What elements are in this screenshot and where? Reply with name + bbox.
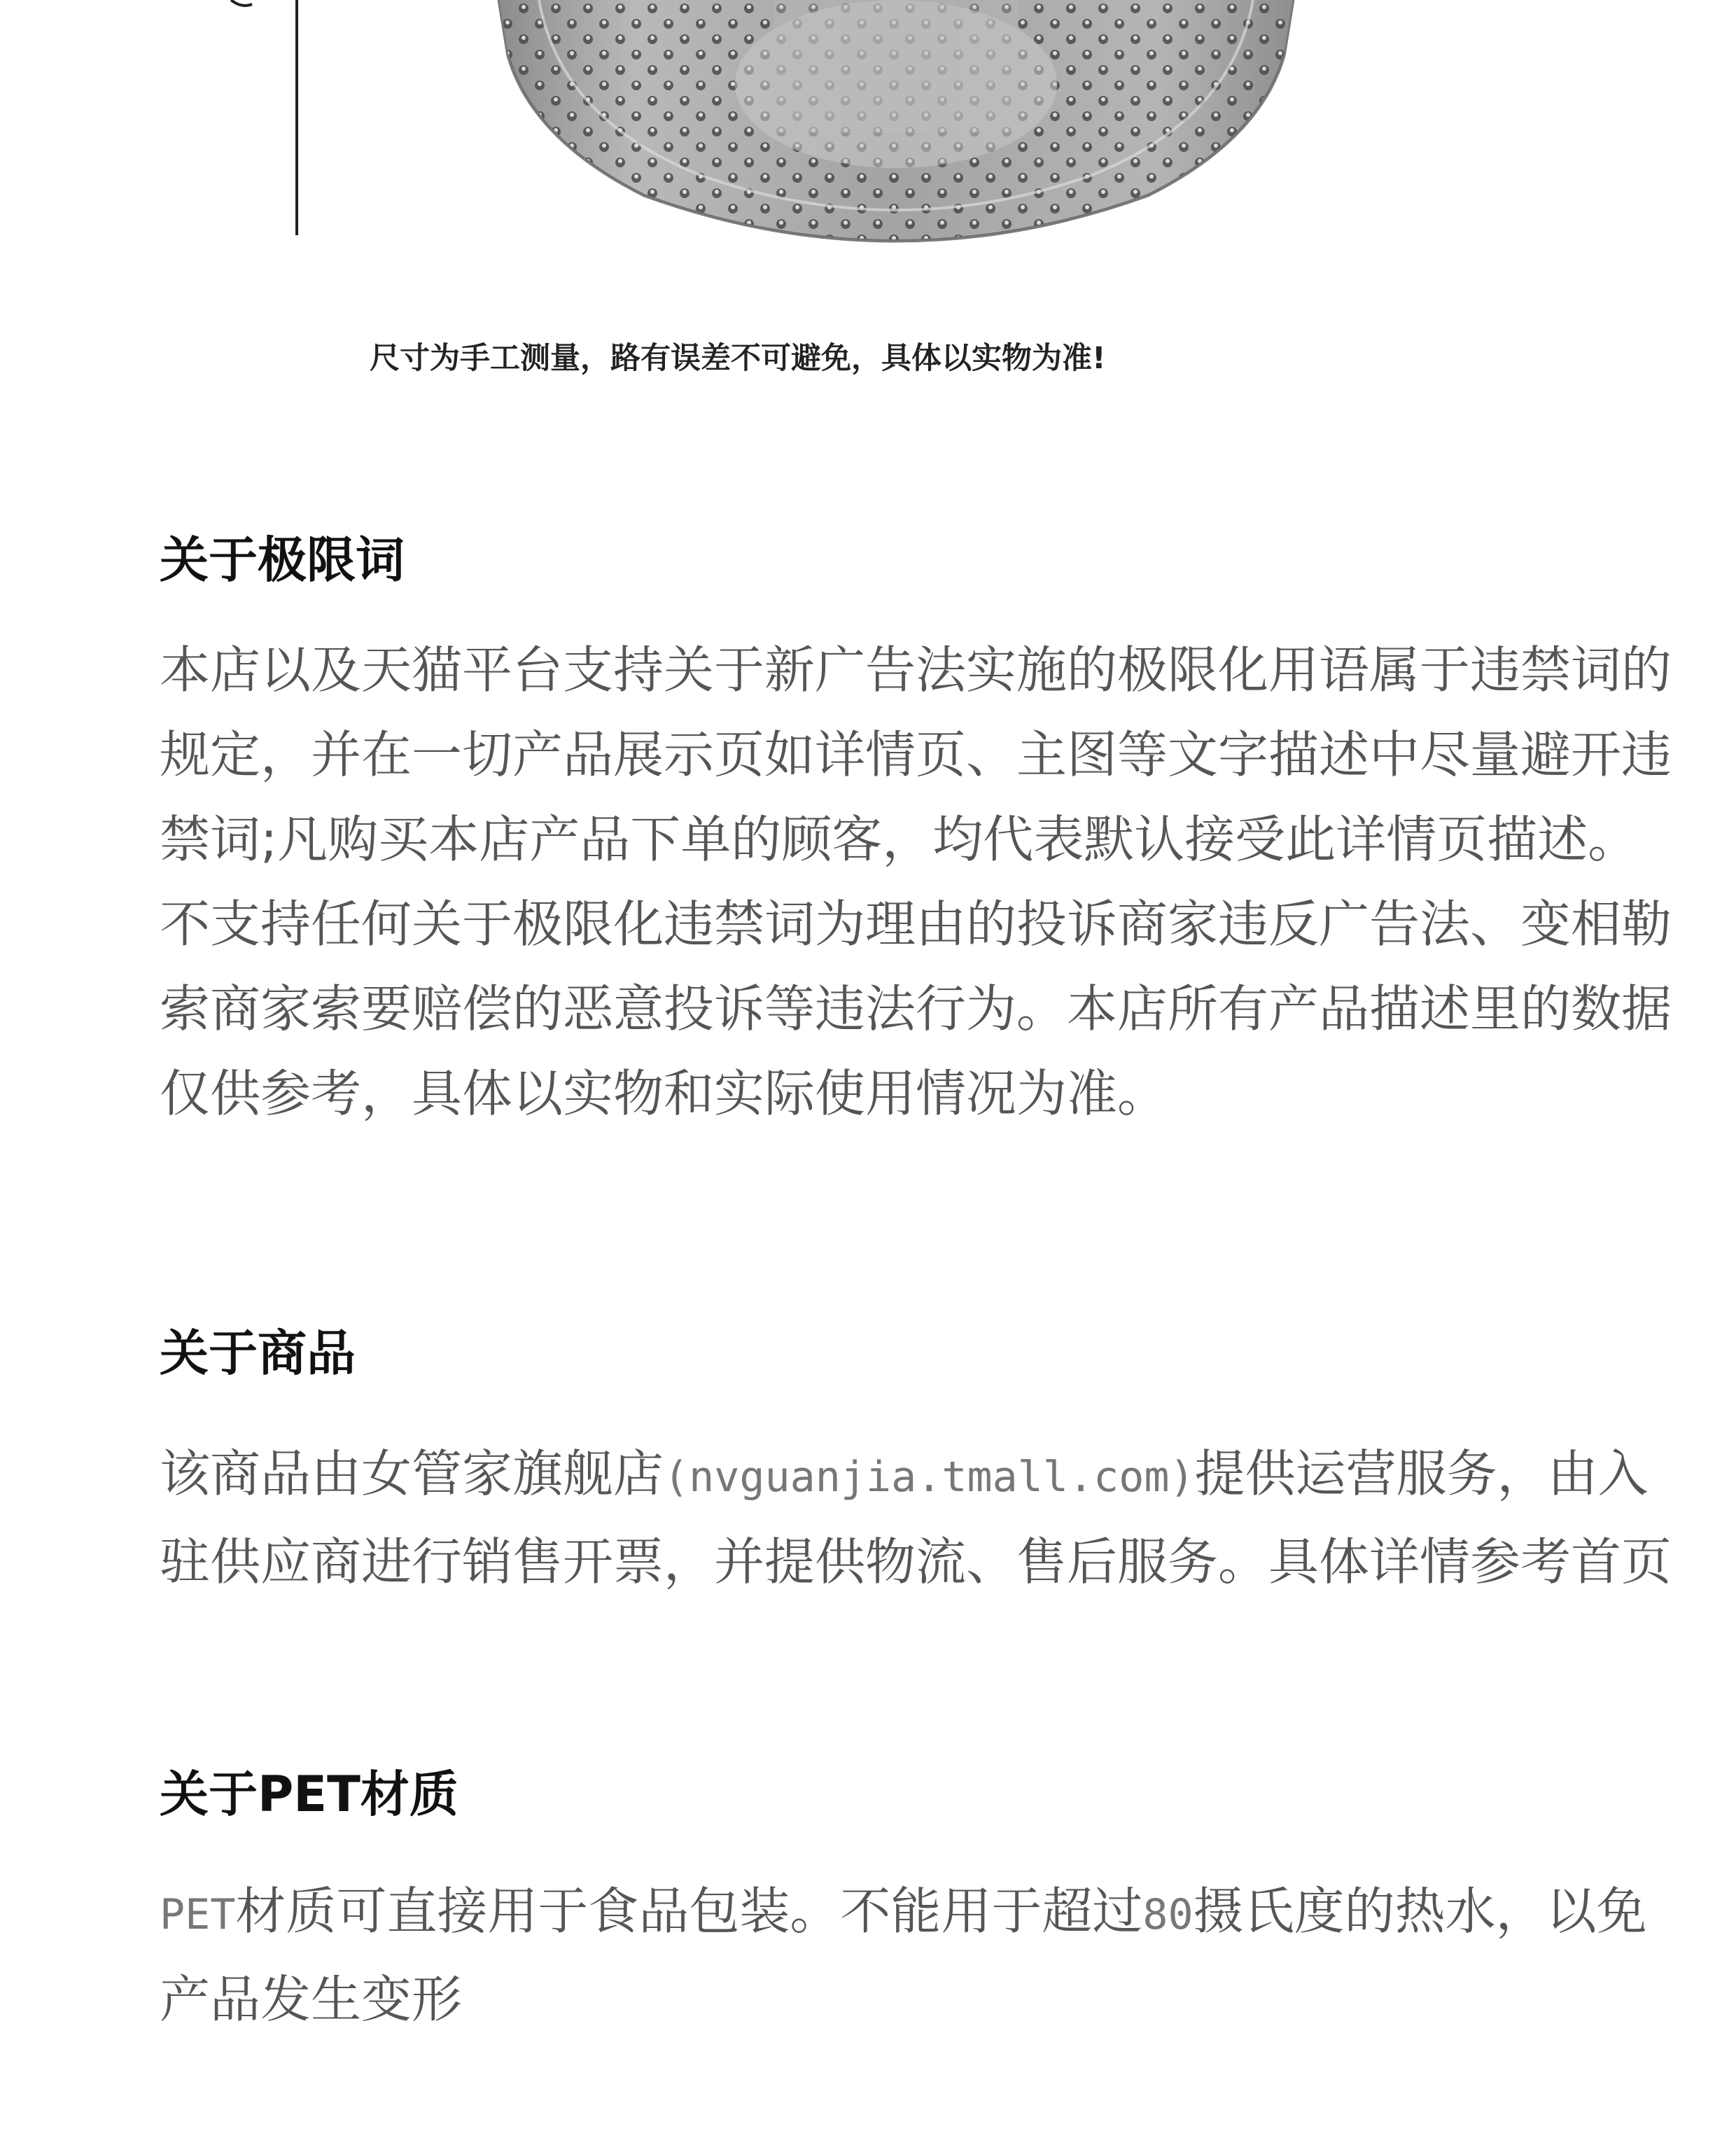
body-text: 提供运营服务，由入驻供应商进行销售开票，并提供物流、售后服务。具体详情参考首页	[160, 1444, 1672, 1591]
section-pet-material	[160, 1763, 1679, 2042]
measurement-disclaimer: 尺寸为手工测量，路有误差不可避免，具体以实物为准!	[370, 341, 1106, 376]
product-photo	[0, 0, 1736, 420]
section-about-product	[160, 1322, 1679, 1605]
dimension-arrow	[231, 0, 252, 6]
section-heading: 关于商品	[160, 1325, 356, 1382]
section-body: 本店以及天猫平台支持关于新广告法实施的极限化用语属于违禁词的规定，并在一切产品展示页如详情页、主图等文字描述中尽量避开违禁词;凡购买本店产品下单的顾客，均代表默认接受此详情页描述。不支持任何关于极限化违禁词为理由的投诉商家违反广告法、变相勒索商家索要赔偿的恶意投诉等违法行为。本店所有产品描述里的数据仅供参考，具体以实物和实际使用情况为准。	[160, 641, 1672, 1123]
body-text: 材质可直接用于食品包装。不能用于超过	[235, 1882, 1143, 1941]
body-text: 该商品由女管家旗舰店	[160, 1444, 664, 1503]
store-url: (nvguanjia.tmall.com)	[664, 1453, 1195, 1502]
temperature-value: 80	[1142, 1890, 1194, 1939]
section-limit-words	[160, 529, 1679, 1136]
pet-label: PET	[160, 1890, 236, 1939]
body-text: 摄氏度的热水，以免产品发生变形	[160, 1882, 1647, 2029]
section-heading: 关于极限词	[160, 531, 405, 589]
section-body	[160, 1432, 1679, 1605]
section-heading: 关于PET材质	[160, 1766, 458, 1823]
section-body	[160, 1869, 1679, 2042]
